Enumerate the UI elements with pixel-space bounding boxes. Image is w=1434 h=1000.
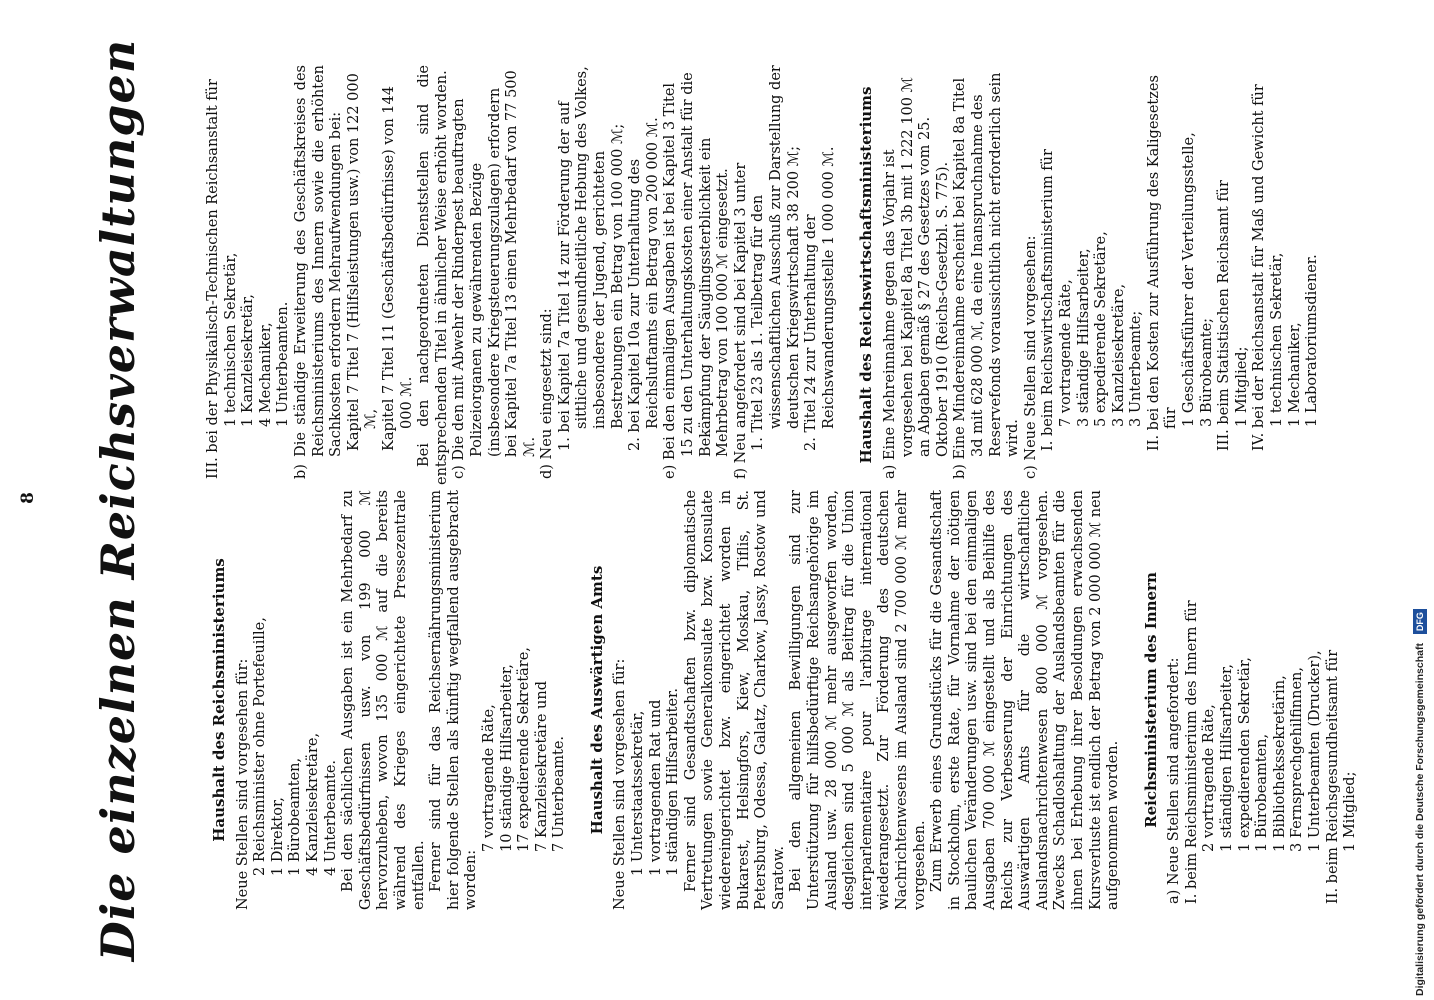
list-item: 3 Fernsprechgehilfinnen, (1289, 666, 1306, 852)
list-item: I. beim Reichswirtschaftsministerium für (1040, 149, 1057, 451)
list-item: 4 Mechaniker, (257, 322, 274, 427)
list-item: III. bei der Physikalisch-Technischen Reichsanstalt für (205, 79, 221, 479)
section-heading: Haushalt des Auswärtigen Amts (587, 565, 606, 835)
list-item: 1 Unterstaatssekretär, (630, 710, 647, 876)
section-heading: Reichsministerium des Innern (1141, 572, 1160, 828)
section-heading: Haushalt des Reichsministeriums (210, 558, 228, 842)
list-item: 1 Mitglied; (1342, 771, 1359, 852)
list-item: 3 ständige Hilfsarbeiter, (1075, 248, 1092, 427)
list-item: 1 Bürobeamten, (287, 757, 304, 876)
paragraph: Bei den allgemeinen Bewilligungen sind zur Unterstützung für hilfsbedürftige Reichsangehörige im Ausland usw. 28 000 ℳ mehr ausgeworfen worden, desgleichen sind 5 000 ℳ als Beitrag für die Union interparlementaire pour l'arbitrage international wiederangesetzt. Zur Förderung des deutschen Nachrichtenwesens im Ausland sind 2 700 000 ℳ mehr vorgesehen. (788, 490, 928, 910)
list-item: 1 Unterbeamten (Drucker), (1307, 650, 1324, 852)
list-item: 1 Unterbeamten. (275, 301, 292, 427)
paragraph: Bei den nachgeordneten Dienststellen sind die entsprechenden Titel in ähnlicher Weise erhöht worden. (416, 65, 450, 485)
paragraph: b) Die ständige Erweiterung des Geschäftskreises des Reichsministeriums des Innern sowie die erhöhten Sachkosten erfordern Mehraufwendungen bei: (292, 65, 345, 479)
list-item: f) Neu angefordert sind bei Kapitel 3 unter (732, 162, 749, 479)
list-item: 7 vortragende Räte, (1057, 279, 1074, 427)
list-item: 7 Unterbeamte. (551, 735, 568, 852)
list-item: 4 Kanzleisekretäre, (304, 732, 321, 876)
page-number: 8 (18, 492, 38, 504)
list-item: 1 Bürobeamten, (1254, 733, 1271, 852)
paragraph: b) Eine Mindereinnahme erscheint bei Kapitel 8a Titel 3d mit 628 000 ℳ, da eine Inanspruchnahme des Reservefonds voraussichtlich nicht erforderlich sein wird. (952, 72, 1022, 479)
paragraph: Bei den sächlichen Ausgaben ist ein Mehrbedarf zu Geschäftsbedürfnissen usw. von 199 000 ℳ hervorzuheben, wovon 135 000 ℳ auf die bereits während des Krieges eingerichtete Pressezentrale entfallen. (340, 490, 427, 910)
list-item: II. beim Reichsgesundheitsamt für (1324, 649, 1341, 904)
list-item: d) Neu eingesetzt sind: (539, 308, 556, 479)
list-item: 1 Direktor, (269, 797, 286, 876)
left-column (205, 490, 1360, 910)
list-item: III. beim Statistischen Reichsamt für (1216, 180, 1233, 451)
paragraph: a) Eine Mehreinnahme gegen das Vorjahr ist vorgesehen bei Kapitel 8a Titel 3b mit 1 222 100 ℳ an Abgaben gemäß § 27 des Gesetzes vom 25. Oktober 1910 (Reichs-Gesetzbl. S. 775). (881, 76, 951, 479)
paragraph: Ferner sind Gesandtschaften bzw. diplomatische Vertretungen sowie Generalkonsulate bzw. Konsulate wiedereingerichtet bzw. eingerichtet worden in Bukarest, Helsingfors, Kiew, Moskau, Tiflis, St. Petersburg, Odessa, Galatz, Charkow, Jassy, Rostow und Saratow. (682, 490, 787, 910)
right-column (205, 65, 1322, 485)
list-item: 5 expedierende Sekretäre, (1093, 231, 1110, 427)
dfg-logo: DFG (1413, 609, 1427, 634)
list-item: 1 Geschäftsführer der Verteilungsstelle, (1181, 132, 1198, 427)
text-line: Neue Stellen sind vorgesehen für: (612, 658, 629, 910)
list-item: 1 Mechaniker, (1286, 322, 1303, 427)
list-item: 1 expedierenden Sekretär, (1236, 657, 1253, 852)
paragraph: Zum Erwerb eines Grundstücks für die Gesandtschaft in Stockholm, erste Rate, für Vornahme der nötigen baulichen Veränderungen usw. sind bei den einmaligen Ausgaben 700 000 ℳ eingestellt und als Beihilfe des Reichs zur Verbesserung der Einrichtungen des Auswärtigen Amts für die wirtschaftliche Auslandsnachrichtenwesen 800 000 ℳ vorgesehen. Zwecks Schadloshaltung der Auslandsbeamten für die ihnen bei Erhebung ihrer Besoldungen erwachsenden Kursverluste ist endlich der Betrag von 2 000 000 ℳ neu aufgenommen worden. (929, 489, 1122, 910)
digitization-note (1409, 6, 1431, 996)
list-item: Kapitel 7 Titel 7 (Hilfsleistungen usw.) von 122 000 ℳ, (345, 73, 380, 451)
list-item: 17 expedierende Sekretäre, (516, 647, 533, 852)
paragraph: Ferner sind für das Reichsernährungsministerium hier folgende Stellen als künftig wegfallend ausgebracht worden: (428, 490, 480, 910)
list-item: 3 Unterbeamte; (1128, 310, 1145, 427)
list-item: 1 technischen Sekretär, (222, 252, 239, 427)
digitization-sidebar (1409, 6, 1431, 996)
paragraph: c) Die den mit Abwehr der Rinderpest beauftragten Polizeiorganen zu gewährenden Bezüge (insbesondere Kriegsteuerungszulagen) erfordern bei Kapitel 7a Titel 13 einen Mehrbedarf von 77 500 ℳ. (451, 70, 538, 479)
list-item: 1 technischen Sekretär, (1269, 252, 1286, 427)
list-item: 1 Laboratoriumsdiener. (1304, 254, 1321, 427)
list-item: 1 Bibliothekssekretärin, (1271, 675, 1288, 852)
list-item: 1 Mitglied; (1233, 346, 1250, 427)
page-title: Die einzelnen Reichsverwaltungen (91, 38, 145, 962)
list-item: 4 Unterbeamte. (322, 759, 339, 876)
list-item: 7 Kanzleisekretäre und (533, 680, 550, 852)
section-heading: Haushalt des Reichswirtschaftsministeriums (857, 86, 876, 464)
list-item: 1 vortragenden Rat und (647, 699, 664, 876)
list-item: 1 Kanzleisekretär, (240, 294, 257, 427)
list-item: II. bei den Kosten zur Ausführung des Kaligesetzes für (1145, 75, 1180, 451)
list-item: 10 ständige Hilfsarbeiter, (498, 664, 515, 852)
list-item: 1 ständigen Hilfsarbeiter, (1219, 664, 1236, 852)
list-item: 2 vortragende Räte, (1201, 704, 1218, 852)
digitization-note-text: Digitalisierung gefördert durch die Deutsche Forschungsgemeinschaft (1414, 643, 1426, 996)
list-item: 3 Bürobeamte; (1198, 317, 1215, 427)
text-line: Neue Stellen sind vorgesehen für: (234, 658, 251, 910)
paragraph: 1. Titel 23 als 1. Teilbetrag für den wissenschaftlichen Ausschuß zur Darstellung der deutschen Kriegswirtschaft 38 200 ℳ; (750, 65, 802, 451)
list-item: 7 vortragende Räte, (480, 704, 497, 852)
list-item: IV. bei der Reichsanstalt für Maß und Gewicht für (1251, 84, 1268, 451)
paragraph: e) Bei den einmaligen Ausgaben ist bei Kapitel 3 Titel 15 zu den Unterhaltungskosten einer Anstalt für die Bekämpfung der Säuglingssterblichkeit ein Mehrbetrag von 100 000 ℳ eingesetzt. (662, 72, 732, 479)
list-item: c) Neue Stellen sind vorgesehen: (1022, 235, 1039, 479)
list-item: 1 ständigen Hilfsarbeiter. (665, 688, 682, 876)
paragraph: 1. bei Kapitel 7a Titel 14 zur Förderung der auf sittliche und gesundheitliche Hebung des Volkes, insbesondere der Jugend, gerichteten Bestrebungen ein Betrag von 100 000 ℳ; (556, 66, 626, 451)
list-item: 2 Reichsminister ohne Portefeuille, (252, 617, 269, 876)
list-item: I. beim Reichsministerium des Innern für (1183, 600, 1200, 904)
list-item: a) Neue Stellen sind angefordert: (1166, 657, 1183, 904)
paragraph: 2. Titel 24 zur Unterhaltung der Reichswanderungsstelle 1 000 000 ℳ. (803, 146, 837, 451)
paragraph: 2. bei Kapitel 10a zur Unterhaltung des Reichsluftamts ein Betrag von 200 000 ℳ. (627, 117, 661, 451)
list-item: Kapitel 7 Titel 11 (Geschäftsbedürfnisse) von 144 000 ℳ. (380, 86, 415, 451)
list-item: 3 Kanzleisekretäre, (1110, 283, 1127, 427)
